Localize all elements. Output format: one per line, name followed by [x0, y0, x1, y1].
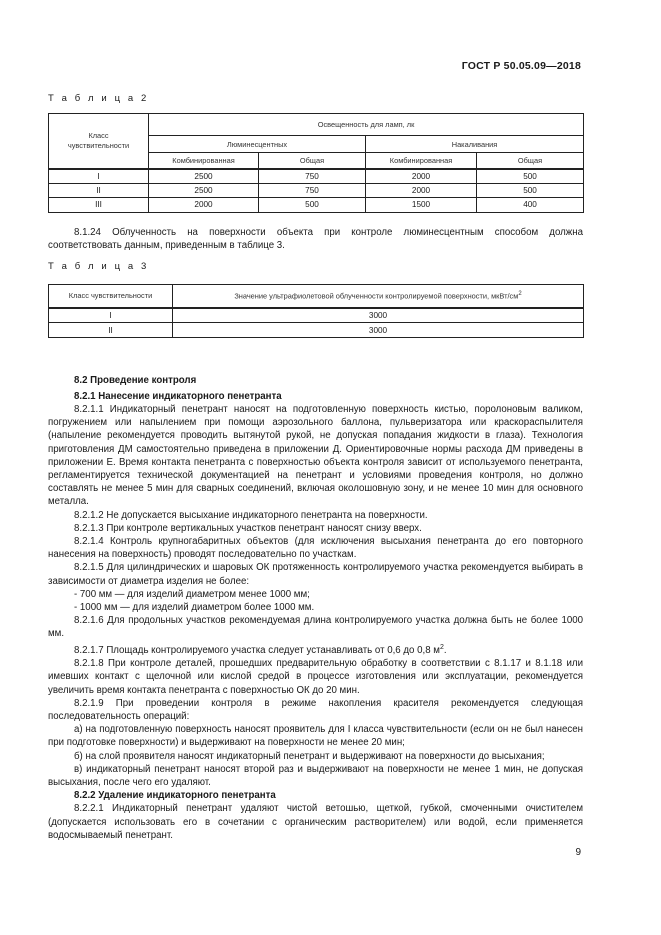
- list-item: - 1000 мм — для изделий диаметром более 1000 мм.: [74, 602, 315, 614]
- table-cell: 750: [259, 183, 366, 198]
- paragraph: 8.2.1.9 При проведении контроля в режиме накопления красителя рекомендуется следующая последовательность операций:: [48, 697, 583, 722]
- table2-lum-general-header: Общая: [259, 153, 366, 169]
- paragraph: 8.2.1.6 Для продольных участков рекомендуемая длина контролируемого участка должна быть не более 1000 мм.: [48, 615, 583, 640]
- subsection-heading: 8.2.2 Удаление индикаторного пенетранта: [74, 790, 276, 802]
- table-cell: 500: [259, 198, 366, 213]
- table-cell: 2000: [366, 169, 477, 184]
- table2-illumination-header: Освещенность для ламп, лк: [149, 114, 584, 136]
- table-cell: 500: [477, 169, 584, 184]
- paragraph: 8.2.1.7 Площадь контролируемого участка следует устанавливать от 0,6 до 0,8 $м^2$.: [74, 643, 447, 656]
- paragraph: 8.2.1.4 Контроль крупногабаритных объектов (для исключения высыхания пенетранта до его повторного нанесения на поверхность) проводят последовательно по участкам.: [48, 536, 583, 561]
- table-cell: 500: [477, 183, 584, 198]
- table-cell: 400: [477, 198, 584, 213]
- paragraph: 8.2.1.1 Индикаторный пенетрант наносят на подготовленную поверхность кистью, поролоновым валиком, погружением или напылением при помощи аэрозольного баллона, пульверизатора или краскораспылителя (напыление рекомендуется проводить вытянутой рукой, не допуская попадания жидкости в глаза). Технология приготовления ДМ самостоятельно приведена в приложении Д. Ориентировочные нормы расхода ДМ приведены в приложении Е. Время контакта пенетранта с поверхностью объекта контроля зависит от используемого пенетранта, регламентируется технической документацией на пенетрант и условиями проведения контроля, но должно составлять не менее 5 мин для сварных соединений, включая околошовную зону, и не менее 10 мин для основного металла.: [48, 404, 583, 508]
- table-cell: 2500: [149, 183, 259, 198]
- paragraph: 8.2.2.1 Индикаторный пенетрант удаляют чистой ветошью, щеткой, губкой, смоченными очистителем (допускается использовать его в сочетании с органическим растворителем) или водой, если применяется водосмываемый пенетрант.: [48, 803, 583, 841]
- table2-inc-combined-header: Комбинированная: [366, 153, 477, 169]
- section-heading: 8.2 Проведение контроля: [74, 374, 197, 386]
- paragraph: 8.2.1.2 Не допускается высыхание индикаторного пенетранта на поверхности.: [74, 509, 428, 521]
- illumination-table: [48, 113, 584, 213]
- table-cell: 750: [259, 169, 366, 184]
- table3-value-header: Значение ультрафиолетовой облученности контролируемой поверхности, мкВт/$см^2$: [173, 285, 584, 308]
- table-cell: 2000: [149, 198, 259, 213]
- table-cell: 2000: [366, 183, 477, 198]
- paragraph: 8.2.1.8 При контроле деталей, прошедших предварительную обработку в соответствии с 8.1.17 и 8.1.18 или имевших контакт с щелочной или кислой средой в процессе изготовления или эксплуатации, рекомендуется увеличить время контакта пенетранта с поверхностью ОК до 20 мин.: [48, 658, 583, 696]
- table-cell: 3000: [173, 323, 584, 338]
- table-cell: 1500: [366, 198, 477, 213]
- table2-lum-combined-header: Комбинированная: [149, 153, 259, 169]
- list-item: - 700 мм — для изделий диаметром менее 1000 мм;: [74, 588, 310, 600]
- table2-inc-general-header: Общая: [477, 153, 584, 169]
- table3-caption: Т а б л и ц а 3: [48, 261, 149, 273]
- subsection-heading: 8.2.1 Нанесение индикаторного пенетранта: [74, 390, 282, 402]
- table-row: [49, 198, 584, 213]
- table-row: [49, 169, 584, 184]
- table-cell: II: [49, 183, 149, 198]
- document-body: [48, 226, 583, 842]
- table3-class-header: Класс чувствительности: [49, 285, 173, 308]
- table-cell: III: [49, 198, 149, 213]
- table2-luminescent-header: Люминесцентных: [149, 136, 366, 153]
- document-code-header: ГОСТ Р 50.05.09—2018: [461, 60, 581, 72]
- table2-incandescent-header: Накаливания: [366, 136, 584, 153]
- table2-class-header: Класс чувствительности: [49, 114, 149, 169]
- paragraph: 8.2.1.5 Для цилиндрических и шаровых ОК протяженность контролируемого участка рекомендуется выбирать в зависимости от диаметра изделия не более:: [48, 562, 583, 587]
- table-cell: I: [49, 169, 149, 184]
- list-item: в) индикаторный пенетрант наносят второй раз и выдерживают на поверхности не менее 1 мин, не допуская высыхания, после чего его удаляют.: [48, 763, 583, 788]
- table-row: [49, 183, 584, 198]
- page-number: 9: [575, 847, 581, 858]
- paragraph: 8.2.1.3 При контроле вертикальных участков пенетрант наносят снизу вверх.: [74, 522, 422, 534]
- paragraph: 8.1.24 Облученность на поверхности объекта при контроле люминесцентным способом должна соответствовать данным, приведенным в таблице 3.: [48, 227, 583, 252]
- table-cell: 2500: [149, 169, 259, 184]
- list-item: б) на слой проявителя наносят индикаторный пенетрант и выдерживают на поверхности до высыхания;: [74, 750, 545, 762]
- list-item: а) на подготовленную поверхность наносят проявитель для I класса чувствительности (если он не был нанесен при подготовке поверхности) и выдерживают на поверхности не менее 20 мин;: [48, 724, 583, 749]
- table-cell: I: [49, 308, 173, 323]
- table2-caption: Т а б л и ц а 2: [48, 93, 149, 104]
- table-cell: II: [49, 323, 173, 338]
- table-cell: 3000: [173, 308, 584, 323]
